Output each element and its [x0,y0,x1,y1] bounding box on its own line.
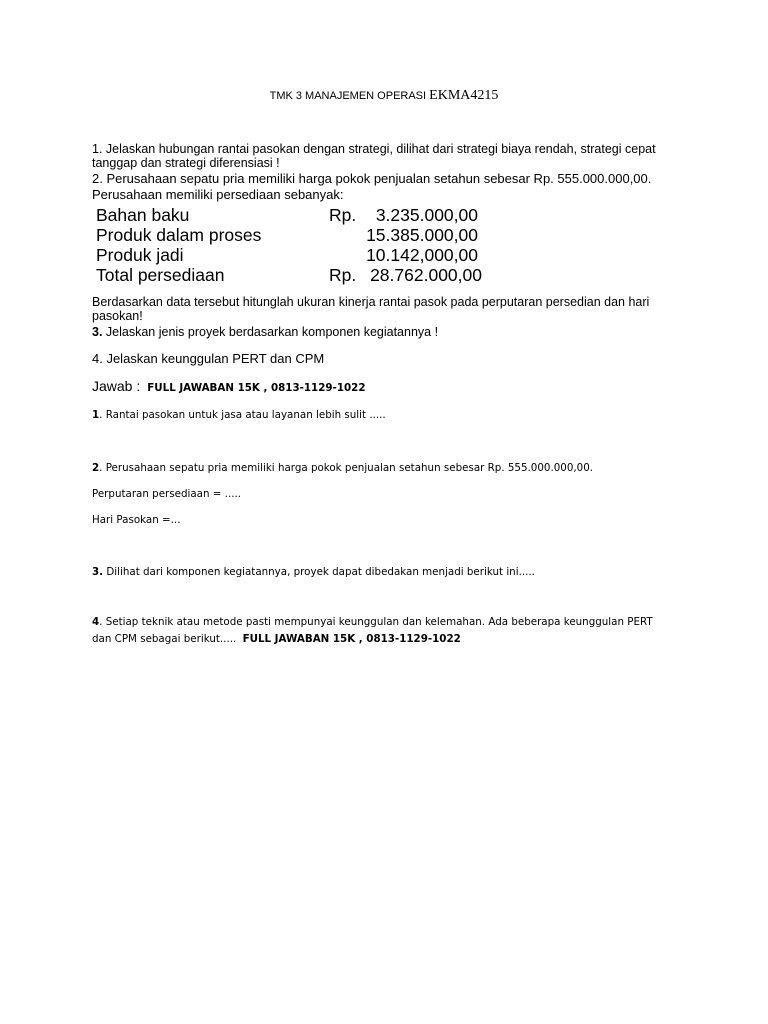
inventory-value: 15.385.000,00 [366,225,478,245]
answer-3-text: Dilihat dari komponen kegiatannya, proyek dapat dibedakan menjadi berikut ini..... [103,566,535,578]
inventory-label: Bahan baku [96,205,190,225]
answer-4-text: . Setiap teknik atau metode pasti mempunyai keunggulan dan kelemahan. Ada beberapa keunggulan PERT [99,616,653,628]
answer-4-line-1 [92,616,653,628]
answer-2-text: . Perusahaan sepatu pria memiliki harga pokok penjualan setahun sebesar Rp. 555.000.000,00. [99,462,594,474]
question-2-line-2: Perusahaan memiliki persediaan sebanyak: [92,187,344,202]
inventory-turnover-line: Perputaran persediaan = ..... [92,488,242,500]
answer-1-number: 1 [92,409,100,421]
inventory-label: Produk jadi [96,245,184,265]
answer-4-number: 4 [92,616,100,628]
inventory-label: Total persediaan [96,265,225,285]
question-2-line-1: 2. Perusahaan sepatu pria memiliki harga pokok penjualan setahun sebesar Rp. 555.000.000,00. [92,171,652,186]
inventory-currency: Rp. [329,265,357,285]
answer-label: Jawab : [92,378,141,394]
question-3-text: Jelaskan jenis proyek berdasarkan komponen kegiatannya ! [102,325,439,339]
course-code: EKMA4215 [429,88,499,103]
inventory-value: 28.762.000,00 [370,265,482,285]
answer-3-number: 3. [92,566,104,578]
document-title [0,88,768,104]
answer-header [92,378,366,396]
inventory-row [96,205,486,225]
question-1-line-2: tanggap dan strategi diferensiasi ! [92,156,280,170]
answer-4-promo: FULL JAWABAN 15K , 0813-1129-1022 [242,633,461,645]
answer-2-number: 2 [92,462,100,474]
question-2b-line-2: pasokan! [92,309,143,323]
question-1-line-1: 1. Jelaskan hubungan rantai pasokan dengan strategi, dilihat dari strategi biaya rendah, strategi cepat [92,142,656,156]
title-prefix: TMK 3 MANAJEMEN OPERASI [269,90,427,102]
inventory-label: Produk dalam proses [96,225,262,245]
answer-1 [92,409,386,421]
inventory-value: 10.142,000,00 [366,245,478,265]
inventory-total-row [96,265,486,285]
inventory-row [96,245,486,265]
question-3 [92,326,438,339]
inventory-currency: Rp. [329,205,357,225]
inventory-table [96,205,486,287]
answer-3 [92,566,535,578]
inventory-value: 3.235.000,00 [375,205,478,225]
question-2b-line-1: Berdasarkan data tersebut hitunglah ukuran kinerja rantai pasok pada perputaran persedian dan hari [92,295,650,309]
inventory-row [96,225,486,245]
answer-2 [92,462,593,474]
answer-4-continuation: dan CPM sebagai berikut..... [92,633,237,645]
answer-1-text: . Rantai pasokan untuk jasa atau layanan lebih sulit ..... [99,409,386,421]
question-4: 4. Jelaskan keunggulan PERT dan CPM [92,351,325,366]
answer-promo: FULL JAWABAN 15K , 0813-1129-1022 [147,382,366,394]
answer-4-line-2 [92,633,461,645]
supply-days-line: Hari Pasokan =... [92,514,181,526]
question-3-number: 3. [92,325,103,339]
